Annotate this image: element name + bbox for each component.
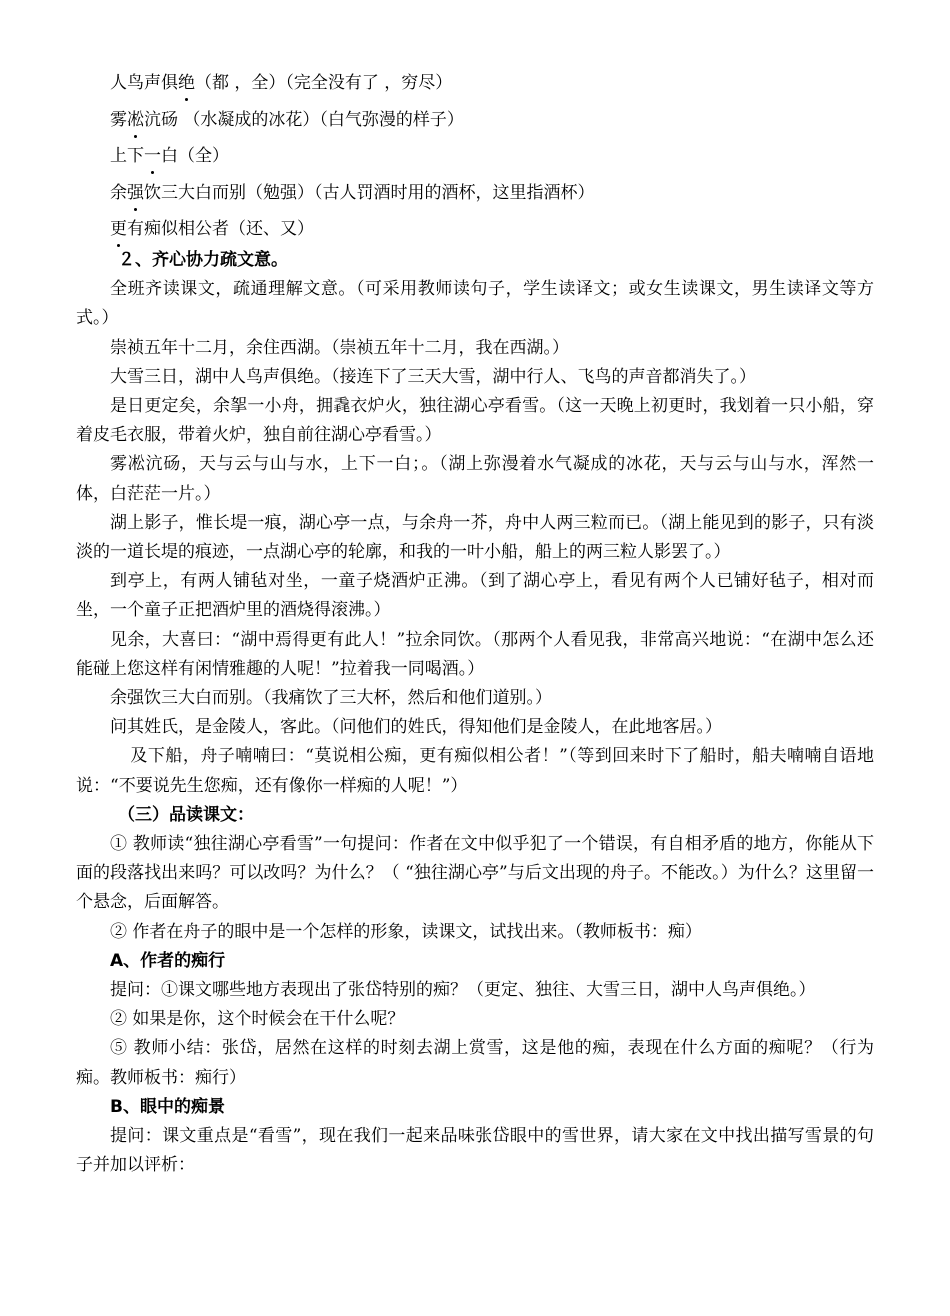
gloss-emphasis-char: 强: [127, 182, 144, 203]
gloss-text: 有痴似相公者（还、又）: [127, 219, 314, 239]
paragraph: 提问：课文重点是“看雪”，现在我们一起来品味张岱眼中的雪世界，请大家在文中找出描写雪景的句子并加以评析：: [76, 1126, 874, 1176]
gloss-item: [76, 218, 874, 240]
paragraph: 到亭上，有两人铺毡对坐，一童子烧酒炉正沸。（到了湖心亭上，看见有两个人已铺好毡子，相对而坐，一个童子正把酒炉里的酒烧得滚沸。）: [76, 571, 874, 621]
section-heading: （三）品读课文：: [118, 804, 254, 825]
gloss-text: 沆砀 （水凝成的冰花）（白气弥漫的样子）: [144, 109, 464, 130]
paragraph: 及下船，舟子喃喃曰：“莫说相公痴，更有痴似相公者！”（等到回来时下了船时，船夫喃喃自语地说：“不要说先生您痴，还有像你一样痴的人呢！”）: [76, 746, 874, 796]
paragraph: 问其姓氏，是金陵人，客此。（问他们的姓氏，得知他们是金陵人，在此地客居。）: [110, 717, 722, 738]
paragraph: 湖上影子，惟长堤一痕，湖心亭一点，与余舟一芥，舟中人两三粒而已。（湖上能见到的影子，只有淡淡的一道长堤的痕迹，一点湖心亭的轮廓，和我的一叶小船，船上的两三粒人影罢了。）: [76, 512, 874, 563]
gloss-text: 上下: [110, 146, 144, 166]
gloss-text: 雾: [110, 109, 127, 130]
paragraph: 见余，大喜曰：“湖中焉得更有此人！”拉余同饮。（那两个人看见我，非常高兴地说：“在湖中怎么还能碰上您这样有闲情雅趣的人呢！”拉着我一同喝酒。）: [76, 629, 874, 679]
gloss-item: [76, 72, 874, 94]
gloss-emphasis-char: 一: [144, 146, 161, 166]
section-translation: [76, 246, 874, 801]
paragraph: 余强饮三大白而别。（我痛饮了三大杯，然后和他们道别。）: [110, 688, 552, 709]
gloss-emphasis-char: 凇: [127, 109, 144, 130]
gloss-item: [76, 145, 874, 167]
paragraph: ⑤ 教师小结：张岱，居然在这样的时刻去湖上赏雪，这是他的痴，表现在什么方面的痴呢？（行为痴。教师板书：痴行）: [76, 1038, 874, 1088]
gloss-text: 余: [110, 182, 127, 203]
gloss-text: （都 ，全）（完全没有了 ，穷尽）: [195, 73, 453, 93]
paragraph: 崇祯五年十二月，余住西湖。（崇祯五年十二月，我在西湖。）: [110, 337, 569, 358]
paragraph: ② 如果是你，这个时候会在干什么呢？: [110, 1009, 405, 1030]
paragraph: ① 教师读“独往湖心亭看雪”一句提问：作者在文中似乎犯了一个错误，有自相矛盾的地方，你能从下面的段落找出来吗？可以改吗？为什么？（ “独往湖心亭”与后文出现的舟子。不能改。）为什么？这里留一个悬念，后面解答。: [76, 834, 874, 913]
paragraph: 是日更定矣，余挐一小舟，拥毳衣炉火，独往湖心亭看雪。（这一天晚上初更时，我划着一只小船，穿着皮毛衣服，带着火炉，独自前往湖心亭看雪。）: [76, 396, 874, 446]
gloss-text: 白（全）: [161, 146, 229, 166]
gloss-item: [76, 182, 874, 204]
gloss-emphasis-char: 绝: [178, 73, 195, 93]
gloss-emphasis-char: 更: [110, 219, 127, 239]
gloss-item: [76, 109, 874, 131]
paragraph: 大雪三日，湖中人鸟声俱绝。（接连下了三天大雪，湖中行人、飞鸟的声音都消失了。）: [110, 366, 756, 387]
subsection-heading: A、作者的痴行: [110, 950, 226, 971]
gloss-text: 饮三大白而别（勉强）（古人罚酒时用的酒杯，这里指酒杯）: [144, 182, 595, 203]
paragraph: 雾凇沆砀，天与云与山与水，上下一白；。（湖上弥漫着水气凝成的冰花，天与云与山与水，浑然一体，白茫茫一片。）: [76, 454, 874, 504]
paragraph: 全班齐读课文，疏通理解文意。（可采用教师读句子，学生读译文；或女生读课文，男生读译文等方式。）: [76, 279, 874, 329]
section-heading: ２、齐心协力疏文意。: [118, 250, 288, 270]
paragraph: ② 作者在舟子的眼中是一个怎样的形象，读课文，试找出来。（教师板书：痴）: [110, 921, 702, 942]
gloss-text: 人鸟声俱: [110, 73, 178, 93]
section-reading: [76, 801, 874, 1181]
paragraph: 提问：①课文哪些地方表现出了张岱特别的痴？（更定、独往、大雪三日，湖中人鸟声俱绝。）: [110, 980, 816, 1001]
subsection-heading: B、眼中的痴景: [110, 1096, 225, 1117]
gloss-list: [76, 72, 874, 240]
